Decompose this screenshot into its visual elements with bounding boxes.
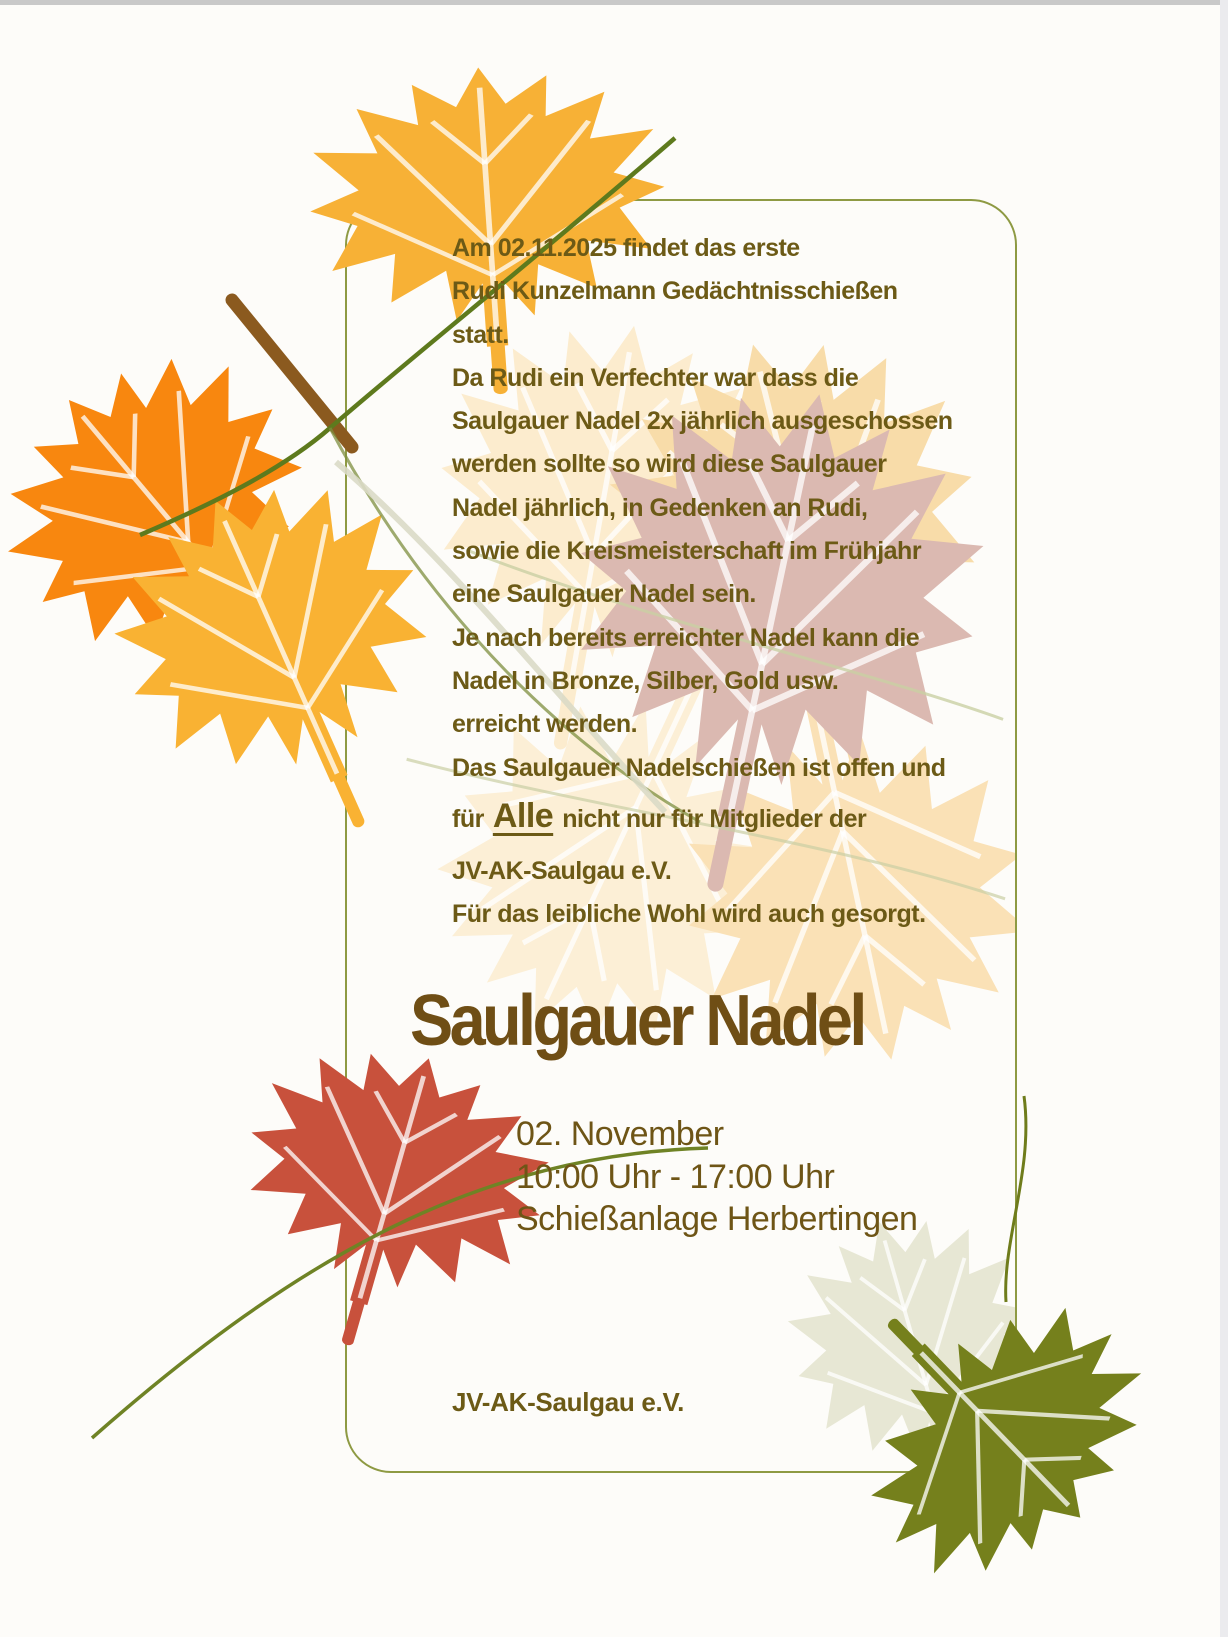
body-line: sowie die Kreismeisterschaft im Frühjahr (452, 537, 922, 566)
body-line: Da Rudi ein Verfechter war dass die (452, 363, 859, 392)
event-details (516, 1113, 917, 1241)
body-line: Das Saulgauer Nadelschießen ist offen und (452, 753, 946, 782)
body-line: Nadel jährlich, in Gedenken an Rudi, (452, 493, 868, 522)
body-line-alle (452, 790, 1012, 850)
body-line: Am 02.11.2025 findet das erste (452, 234, 800, 262)
body-line: JV-AK-Saulgau e.V. (452, 857, 672, 886)
body-line: Nadel in Bronze, Silber, Gold usw. (452, 666, 839, 695)
alle-suffix: nicht nur für Mitglieder der (562, 804, 867, 833)
body-line: Saulgauer Nadel 2x jährlich ausgeschossen (452, 407, 953, 436)
event-date: 02. November (516, 1115, 724, 1153)
event-time: 10:00 Uhr - 17:00 Uhr (516, 1157, 835, 1196)
intro-paragraph (452, 227, 1012, 937)
organizer-name: JV-AK-Saulgau e.V. (452, 1387, 685, 1417)
alle-prefix: für (452, 804, 484, 833)
body-line: Je nach bereits erreichter Nadel kann die (452, 623, 920, 652)
body-line: eine Saulgauer Nadel sein. (452, 580, 756, 609)
body-line: Rudi Kunzelmann Gedächtnisschießen (452, 277, 898, 306)
body-line: werden sollte so wird diese Saulgauer (452, 450, 887, 479)
event-location: Schießanlage Herbertingen (516, 1200, 918, 1238)
page-title: Saulgauer Nadel (410, 981, 864, 1061)
body-line: Für das leibliche Wohl wird auch gesorgt. (452, 900, 926, 929)
body-line: statt. (452, 320, 509, 349)
alle-highlight: Alle (492, 796, 554, 835)
body-line: erreicht werden. (452, 710, 638, 739)
